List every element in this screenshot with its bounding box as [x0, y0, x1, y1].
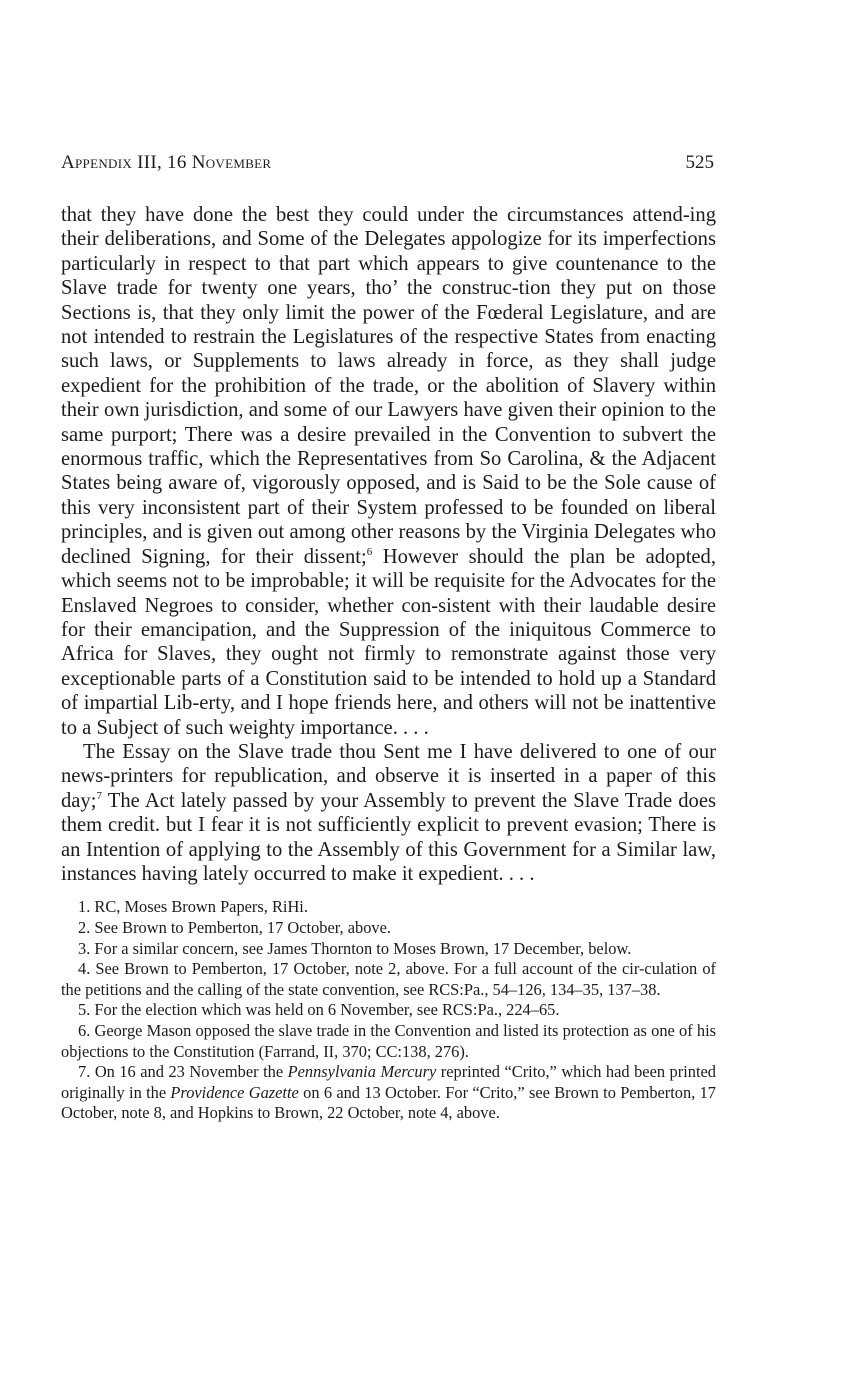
paragraph-2-continuation: The Act lately passed by your Assembly to prevent the Slave Trade does them credit. but I fear it is not sufficiently explicit to prevent evasion; There is an Intention of applying to the Assembly of this Government for a Similar law, instances having lately occurred to make it expedient. . . . — [61, 789, 716, 885]
newspaper-title-gazette: Providence Gazette — [170, 1082, 299, 1102]
note-reference-7: 7 — [96, 789, 102, 802]
body-paragraph-2 — [61, 740, 716, 886]
footnote-3: 3. For a similar concern, see James Thornton to Moses Brown, 17 December, below. — [78, 938, 632, 958]
footnote-6: 6. George Mason opposed the slave trade in the Convention and listed its protection as one of his objections to the Constitution (Farrand, II, 370; CC:138, 276). — [61, 1020, 716, 1061]
footnote-7 — [61, 1062, 716, 1124]
paragraph-1-continuation: However should the plan be adopted, which seems not to be improbable; it will be requisite for the Advocates for the Enslaved Negroes to consider, whether con-sistent with their laudable desire for their emancipation, and the Suppression of the iniquitous Commerce to Africa for Slaves, they ought not firmly to remonstrate against those very exceptionable parts of a Constitution said to be intended to hold up a Standard of impartial Lib-erty, and I hope friends here, and others will not be inattentive to a Subject of such weighty importance. . . . — [61, 545, 716, 739]
footnote-1: 1. RC, Moses Brown Papers, RiHi. — [78, 897, 308, 917]
footnotes — [61, 897, 716, 1124]
page-number: 525 — [685, 152, 714, 173]
footnote-7-part-b: reprinted “Crito,” which had been printed originally in the — [61, 1062, 716, 1102]
paragraph-2-text: The Essay on the Slave trade thou Sent me I have delivered to one of our news-printers for republication, and observe it is inserted in a paper of this day; — [61, 740, 716, 812]
footnote-7-part-a: 7. On 16 and 23 November the — [78, 1062, 288, 1082]
note-reference-6: 6 — [366, 545, 373, 558]
running-title: Appendix III, 16 November — [61, 152, 272, 173]
paragraph-1-text: that they have done the best they could under the circumstances attend-ing their deliberations, and Some of the Delegates appologize for its imperfections particularly in respect to that part which appears to give countenance to the Slave trade for twenty one years, tho’ the construc-tion they put on those Sections is, that they only limit the power of the Fœderal Legislature, and are not intended to restrain the Legislatures of the respective States from enacting such laws, or Supplements to laws already in force, as they shall judge expedient for the prohibition of the trade, or the abolition of Slavery within their own jurisdiction, and some of our Lawyers have given their opinion to the same purport; There was a desire prevailed in the Convention to subvert the enormous traffic, which the Representatives from So Carolina, & the Adjacent States being aware of, vigorously opposed, and is Said to be the Sole cause of this very inconsistent part of their System professed to be founded on liberal principles, and is given out among other reasons by the Virginia Delegates who declined Signing, for their dissent; — [61, 204, 716, 568]
footnote-4: 4. See Brown to Pemberton, 17 October, note 2, above. For a full account of the cir-culation of the petitions and the calling of the state convention, see RCS:Pa., 54–126, 134–35, 137–38. — [61, 959, 716, 999]
body-paragraph-1 — [61, 203, 716, 740]
letter-body — [61, 203, 716, 886]
footnote-5: 5. For the election which was held on 6 November, see RCS:Pa., 224–65. — [78, 1000, 560, 1020]
book-page — [61, 152, 716, 1124]
footnote-2: 2. See Brown to Pemberton, 17 October, above. — [78, 917, 391, 937]
newspaper-title-mercury: Pennsylvania Mercury — [287, 1062, 437, 1082]
footnote-7-part-c: on 6 and 13 October. For “Crito,” see Brown to Pemberton, 17 October, note 8, and Hopkins to Brown, 22 October, note 4, above. — [61, 1082, 716, 1123]
running-header — [61, 152, 716, 180]
